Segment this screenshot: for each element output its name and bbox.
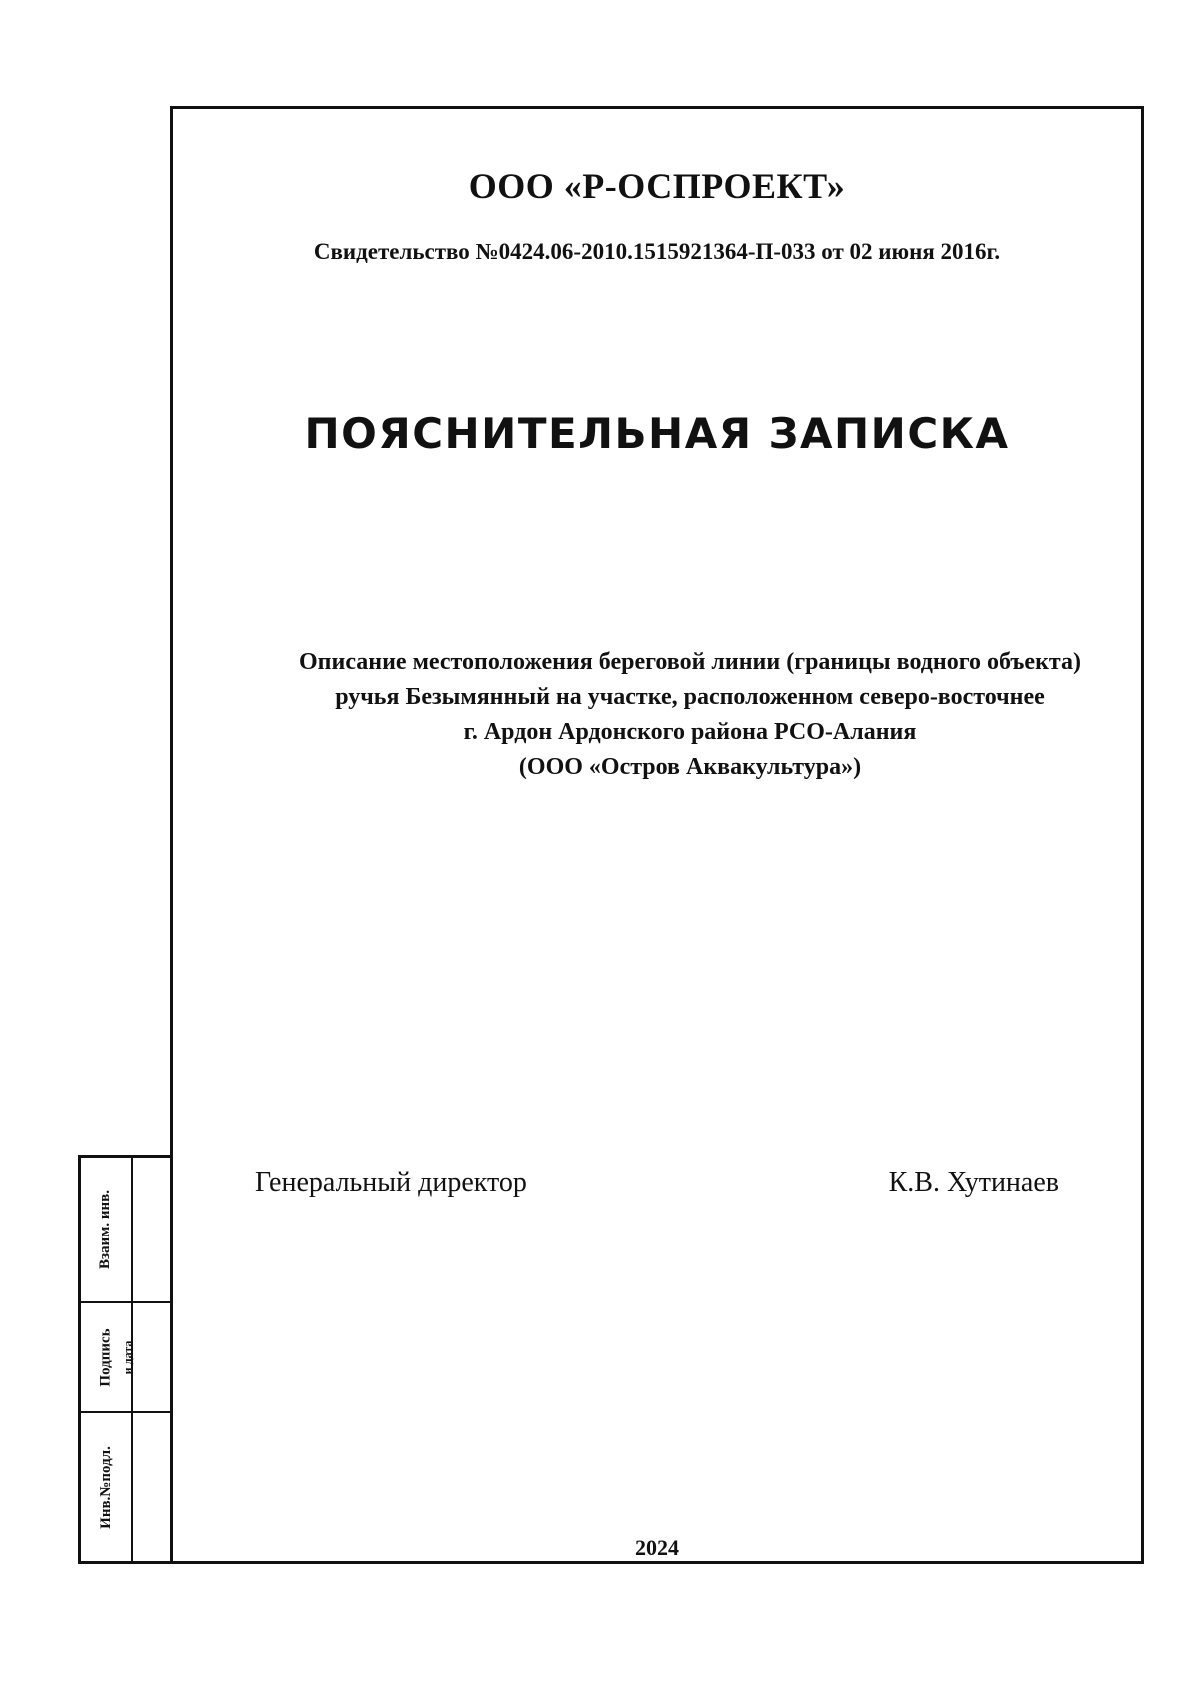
- page-frame: [170, 106, 1144, 1564]
- stamp-label-podpis: Подпись: [97, 1327, 114, 1387]
- certificate-line: Свидетельство №0424.06-2010.1515921364-П-033 от 02 июня 2016г.: [313, 239, 1001, 264]
- document-year: 2024: [635, 1535, 679, 1560]
- stamp-sublabel-data: и дата: [120, 1340, 135, 1374]
- description-line: ручья Безымянный на участке, расположенном северо-восточнее: [335, 684, 1045, 710]
- description-block: [213, 645, 1167, 785]
- signatory-name: К.В. Хутинаев: [888, 1167, 1059, 1198]
- side-stamp-table: [78, 1155, 170, 1564]
- description-line: Описание местоположения береговой линии (границы водного объекта): [299, 649, 1081, 675]
- company-name: ООО «Р-ОСПРОЕКТ»: [468, 166, 846, 206]
- stamp-label-vzaim-inv: Взаим. инв.: [97, 1189, 114, 1270]
- description-line: г. Ардон Ардонского района РСО-Алания: [463, 719, 917, 745]
- document-title: ПОЯСНИТЕЛЬНАЯ ЗАПИСКА: [304, 409, 1010, 458]
- signatory-position: Генеральный директор: [255, 1167, 527, 1198]
- description-line: (ООО «Остров Аквакультура»): [518, 754, 862, 780]
- stamp-label-inv-podl: Инв.№подл.: [97, 1445, 114, 1529]
